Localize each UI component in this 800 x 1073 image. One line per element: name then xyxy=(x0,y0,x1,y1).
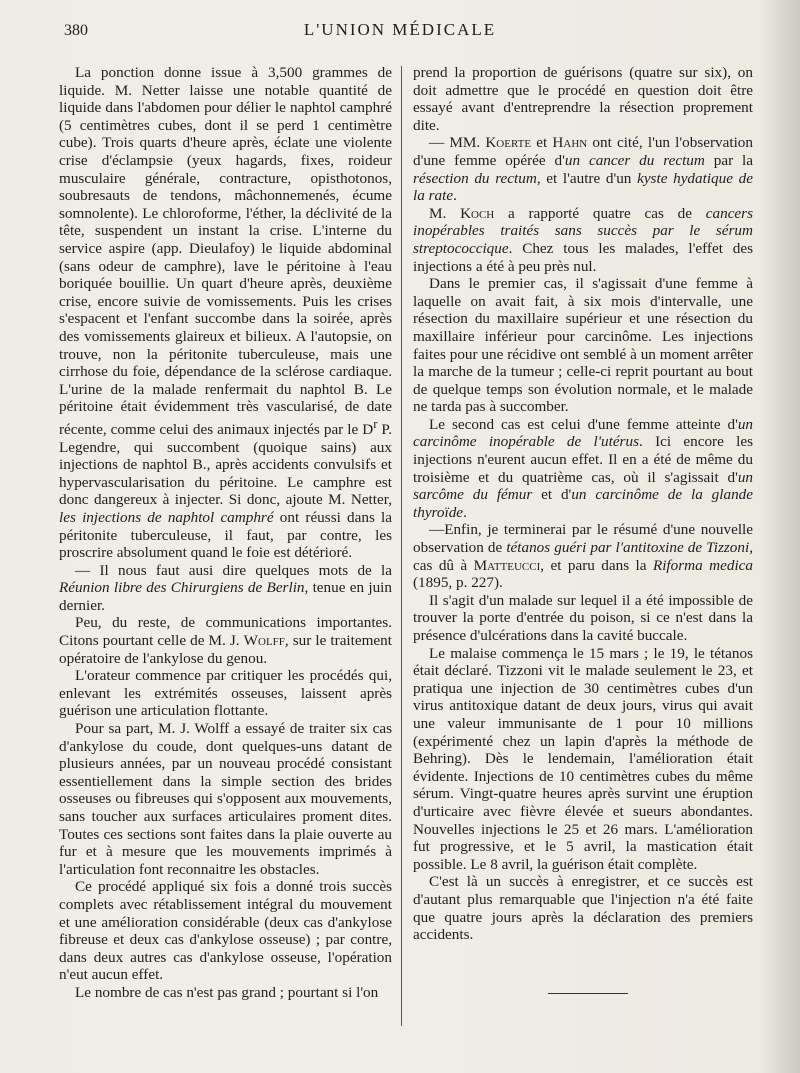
paragraph: Peu, du reste, de communications importantes. Citons pourtant celle de M. J. Wolff, sur le traitement opératoire de l'ankylose du genou. xyxy=(59,614,392,667)
page-header xyxy=(0,18,800,44)
left-column xyxy=(59,64,392,1002)
paragraph: M. Koch a rapporté quatre cas de cancers inopérables traités sans succès par le sérum streptococcique. Chez tous les malades, l'effet des injections a été à peu près nul. xyxy=(413,204,753,275)
paragraph: Le malaise commença le 15 mars ; le 19, le tétanos était déclaré. Tizzoni vit le malade seulement le 23, et pratiqua une injection de 30 centimètres cubes d'un virus antitoxique datant de deux jours, virus qui avait une valeur immunisante de 1 pour 10 millions (expérimenté chez un lapin d'après la méthode de Behring). Dès le lendemain, l'amélioration était évidente. Injections de 10 centimètres cubes du même sérum. Vingt-quatre heures après survint une éruption d'urticaire avec fièvre élevée et sueurs abondantes. Nouvelles injections le 25 et 26 mars. L'amélioration fut progressive, et le 5 avril, la mastication était possible. Le 8 avril, la guérison était complète. xyxy=(413,644,753,873)
paragraph: — MM. Koerte et Hahn ont cité, l'un l'observation d'une femme opérée d'un cancer du rectum par la résection du rectum, et l'autre d'un kyste hydatique de la rate. xyxy=(413,134,753,205)
end-rule xyxy=(548,993,628,994)
paragraph: Le second cas est celui d'une femme atteinte d'un carcinôme inopérable de l'utérus. Ici encore les injections n'eurent aucun effet. Il en a été de même du troisième et du quatrième cas, où il s'agissait d'un sarcôme du fémur et d'un carcinôme de la glande thyroïde. xyxy=(413,415,754,521)
paragraph: prend la proportion de guérisons (quatre sur six), on doit admettre que le procédé en question doit être essayé avant d'entreprendre la résection proprement dite. xyxy=(413,64,753,134)
paragraph: L'orateur commence par critiquer les procédés qui, enlevant les extrémités osseuses, laissent après guérison une articulation flottante. xyxy=(59,667,392,720)
column-divider xyxy=(401,66,402,1026)
right-column xyxy=(413,64,753,944)
page-number: 380 xyxy=(64,22,88,39)
paragraph: Pour sa part, M. J. Wolff a essayé de traiter six cas d'ankylose du coude, dont quelques-uns datant de plusieurs années, par un nouveau procédé consistant essentiellement dans la simple section des brides osseuses ou fibreuses qui s'opposent aux mouvements, sans toucher aux surfaces articulaires proment dites. Toutes ces sections sont faites dans la plaie ouverte au fur et à mesure que les mouvements imprimés à l'articulation font reconnaitre les obstacles. xyxy=(59,720,392,878)
paragraph: C'est là un succès à enregistrer, et ce succès est d'autant plus remarquable que l'injection n'a été faite que quatre jours après la déclaration des premiers accidents. xyxy=(413,873,753,944)
running-head: L'UNION MÉDICALE xyxy=(303,20,497,39)
paragraph: Dans le premier cas, il s'agissait d'une femme à laquelle on avait fait, à six mois d'intervalle, une résection du maxillaire supérieur et une résection du maxillaire inférieur pour carcinôme. Les injections faites pour une récidive ont semblé à un moment arrêter la marche de la tumeur ; celle-ci reprit pourtant au bout de quelque temps son évolution normale, et le malade ne tarda pas à succomber. xyxy=(413,275,753,416)
paragraph: —Enfin, je terminerai par le résumé d'une nouvelle observation de tétanos guéri par l'antitoxine de Tizzoni, cas dû à Matteucci, et paru dans la Riforma medica (1895, p. 227). xyxy=(413,521,754,592)
paragraph: Il s'agit d'un malade sur lequel il a été impossible de trouver la porte d'entrée du poison, si ce n'est dans la présence d'ulcérations dans la cavité buccale. xyxy=(413,591,753,644)
paragraph: Ce procédé appliqué six fois a donné trois succès complets avec rétablissement intégral du mouvement et une amélioration considérable (deux cas d'ankylose fibreuse et deux cas d'ankylose osseuse) ; par contre, dans deux autres cas d'ankylose osseuse, l'opération n'eut aucun effet. xyxy=(59,878,392,984)
paragraph: La ponction donne issue à 3,500 grammes de liquide. M. Netter laisse une notable quantité de liquide dans l'abdomen pour délier le naphtol camphré (5 centimètres cubes, dont il se perd 1 centimètre cube). Trois quarts d'heure après, éclate une violente crise d'éclampsie (yeux hagards, fixes, roideur musculaire générale, contracture, opisthotonos, soubresauts de tendons, mâchonnemenés, écume somnolente). Le chloroforme, l'éther, la déclivité de la tête, suspendent un instant la crise. L'interne du service aspire (app. Dieulafoy) le liquide abdominal (sans odeur de camphre), lave le péritoine à l'eau boriquée bouillie. Un quart d'heure après, deuxième crise, encore suivie de vomissements. Puis les crises s'espacent et l'enfant succombe dans la soirée, après des vomissements glaireux et bilieux. A l'autopsie, on trouve, non la péritonite tuberculeuse, mais une cirrhose du foie, dépendance de la sclérose cardiaque. L'urine de la malade renfermait du naphtol B. Le péritoine était évidemment très vascularisé, de date récente, comme celui des animaux injectés par le $D^r$ P. Legendre, qui succombent (quoique sains) aux injections de naphtol B., après accidents convulsifs et hypervascularisation du péritoine. Le camphre est donc dangereux à injecter. Si donc, ajoute M. Netter, les injections de naphtol camphré ont réussi dans la péritonite tuberculeuse, il faut, par contre, les proscrire absolument quand le foie est détérioré. xyxy=(59,64,393,562)
paragraph: — Il nous faut ausi dire quelques mots de la Réunion libre des Chirurgiens de Berlin, tenue en juin dernier. xyxy=(59,561,392,614)
page-edge-shadow xyxy=(760,0,800,1073)
paragraph: Le nombre de cas n'est pas grand ; pourtant si l'on xyxy=(75,983,379,1001)
